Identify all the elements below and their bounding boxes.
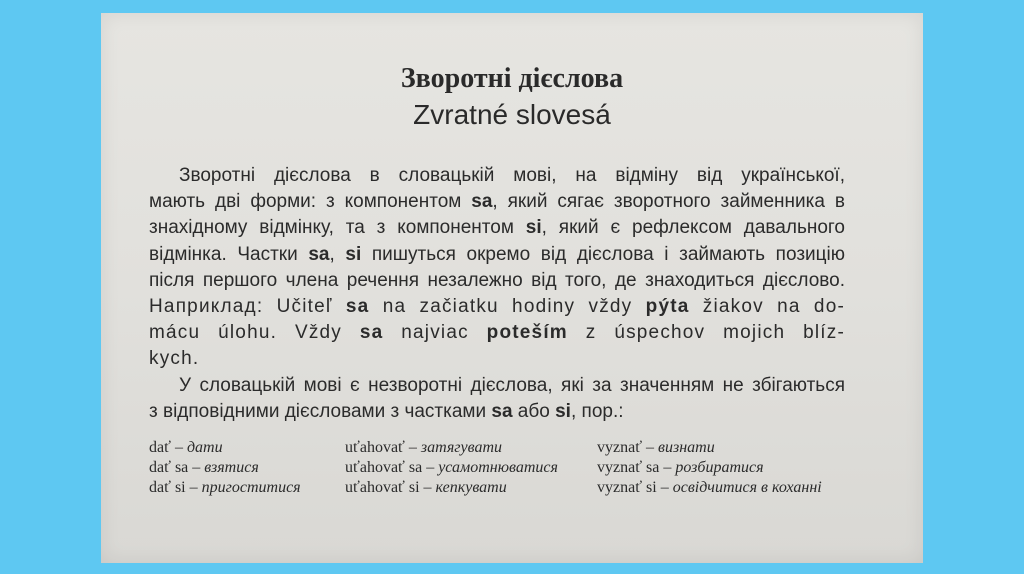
ukrainian-translation: освідчитися в коханні [672, 479, 822, 496]
text-run: kych. [149, 348, 200, 370]
text-run: Зворотні дієслова в словацькій мові, на відміну від української, [179, 165, 845, 186]
text-run: знахідному відмінку, та з компонентом [149, 217, 526, 239]
text-run: , [329, 243, 346, 265]
paragraph1-line [149, 215, 845, 241]
dash: – [642, 439, 659, 456]
ukrainian-translation: визнати [658, 439, 715, 456]
text-run: або [512, 400, 556, 422]
slovak-verb: vyznať [597, 439, 643, 456]
example-pair [345, 478, 558, 498]
page-title-slovak: Zvratné slovesá [413, 99, 611, 130]
text-run: mácu úlohu. Vždy [149, 322, 360, 344]
text-run: žiakov na do- [689, 296, 845, 318]
slovak-verb: vyznať sa [597, 459, 660, 476]
dash: – [659, 459, 676, 476]
particle-sa: sa [308, 243, 330, 265]
text-run: Наприклад: Učiteľ [149, 296, 346, 318]
text-run: na začiatku hodiny vždy [369, 296, 646, 318]
particle-sa: sa [491, 400, 513, 422]
verb-example: pýta [645, 296, 690, 318]
particle-sa: sa [359, 322, 384, 344]
example-pair [345, 438, 558, 458]
particle-si: si [345, 243, 362, 265]
paragraph1-line [149, 163, 845, 189]
example-pair [597, 458, 822, 478]
text-run: відмінка. Частки [149, 243, 309, 265]
paragraph2-line [149, 399, 845, 425]
paragraph1-line [149, 242, 845, 268]
examples-column [149, 438, 301, 498]
slovak-verb: uťahovať si [345, 479, 420, 496]
particle-sa: sa [345, 296, 370, 318]
slovak-verb: dať [149, 439, 171, 456]
slovak-verb: uťahovať [345, 439, 405, 456]
paragraph1-line [149, 346, 845, 372]
paragraph1-line [149, 320, 845, 346]
main-text [149, 163, 845, 425]
text-run: після першого члена речення незалежно від того, де знаходиться дієслово. [149, 269, 845, 291]
examples-column [345, 438, 558, 498]
particle-sa: sa [471, 191, 493, 213]
ukrainian-translation: усамотнюватися [438, 459, 558, 476]
particle-si: si [525, 217, 542, 239]
dash: – [419, 479, 436, 496]
dash: – [404, 439, 421, 456]
dash: – [656, 479, 673, 496]
particle-si: si [555, 400, 571, 422]
ukrainian-translation: затягувати [420, 439, 503, 456]
example-pair [149, 458, 301, 478]
slovak-verb: dať si [149, 479, 186, 496]
text-run: з відповідними дієсловами з частками [149, 400, 492, 422]
example-pair [597, 438, 822, 458]
text-run: У словацькій мові є незворотні дієслова, які за значенням не збігаються [179, 374, 845, 396]
paragraph2-line [149, 373, 845, 399]
example-pair [597, 478, 822, 498]
dash: – [185, 479, 202, 496]
ukrainian-translation: пригоститися [201, 479, 301, 496]
ukrainian-translation: кепкувати [435, 479, 507, 496]
example-pair [149, 438, 301, 458]
slovak-verb: dať sa [149, 459, 189, 476]
ukrainian-translation: взятися [204, 459, 259, 476]
text-run: , який сягає зворотного займенника в [492, 191, 845, 213]
dash: – [188, 459, 205, 476]
book-page [101, 13, 923, 563]
ukrainian-translation: розбиратися [675, 459, 764, 476]
text-run: пишуться окремо від дієслова і займають позицію [361, 243, 846, 265]
slovak-verb: uťahovať sa [345, 459, 423, 476]
text-run: мають дві форми: з компонентом [149, 191, 472, 213]
dash: – [170, 439, 187, 456]
text-run: , який є рефлексом давального [541, 217, 846, 239]
paragraph1-line [149, 189, 845, 215]
ukrainian-translation: дати [186, 439, 223, 456]
example-pair [149, 478, 301, 498]
dash: – [422, 459, 439, 476]
paragraph1-line [149, 268, 845, 294]
text-run: z úspechov mojich blíz- [567, 322, 845, 344]
text-run: najviac [383, 322, 487, 344]
examples-column [597, 438, 822, 498]
slovak-verb: vyznať si [597, 479, 657, 496]
page-title-ukrainian: Зворотні дієслова [400, 63, 624, 94]
text-run: , пор.: [570, 400, 624, 422]
example-pair [345, 458, 558, 478]
paragraph1-line [149, 294, 845, 320]
verb-example: poteším [486, 322, 568, 344]
